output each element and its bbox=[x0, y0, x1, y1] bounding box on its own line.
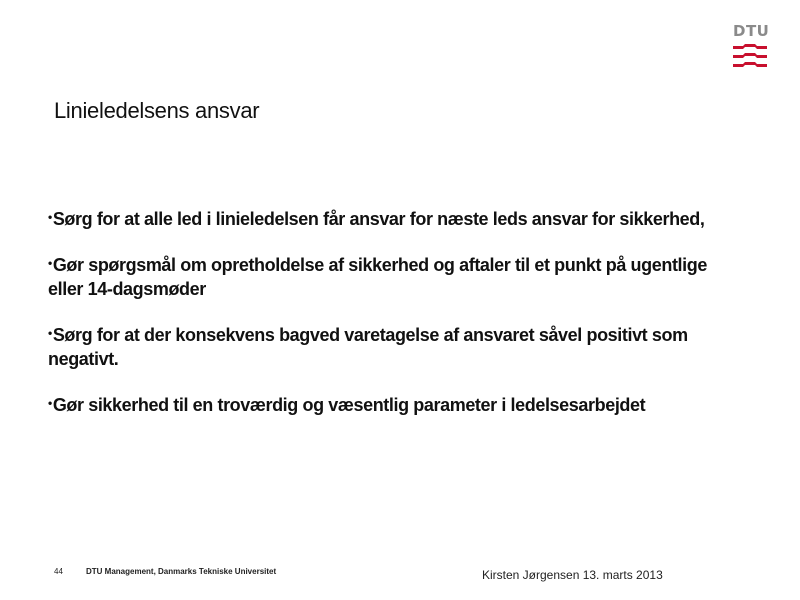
bullet-dot-icon: • bbox=[48, 396, 52, 410]
bullet-list bbox=[48, 205, 728, 437]
bullet-text: Sørg for at alle led i linieledelsen får ansvar for næste leds ansvar for sikkerhed, bbox=[52, 209, 705, 229]
bullet-item bbox=[48, 251, 728, 301]
bullet-dot-icon: • bbox=[48, 326, 52, 340]
bullet-item bbox=[48, 391, 728, 417]
slide-title: Linieledelsens ansvar bbox=[54, 98, 260, 123]
bullet-text: Sørg for at der konsekvens bagved varetagelse af ansvaret såvel positivt som negativt. bbox=[48, 325, 688, 369]
bullet-dot-icon: • bbox=[48, 256, 52, 270]
bullet-item bbox=[48, 321, 728, 371]
bullet-text: Gør sikkerhed til en troværdig og væsentlig parameter i ledelsesarbejdet bbox=[52, 395, 646, 415]
dtu-logo-mark-icon bbox=[733, 44, 767, 70]
dtu-logo bbox=[733, 22, 770, 72]
footer-page-number: 44 bbox=[54, 567, 63, 576]
bullet-dot-icon: • bbox=[48, 210, 52, 224]
footer-organization: DTU Management, Danmarks Tekniske Universitet bbox=[86, 567, 277, 576]
bullet-item bbox=[48, 205, 728, 231]
dtu-logo-text: DTU bbox=[733, 22, 770, 40]
bullet-text: Gør spørgsmål om opretholdelse af sikkerhed og aftaler til et punkt på ugentlige eller 14-dagsmøder bbox=[48, 255, 707, 299]
footer-author-date: Kirsten Jørgensen 13. marts 2013 bbox=[482, 568, 663, 582]
